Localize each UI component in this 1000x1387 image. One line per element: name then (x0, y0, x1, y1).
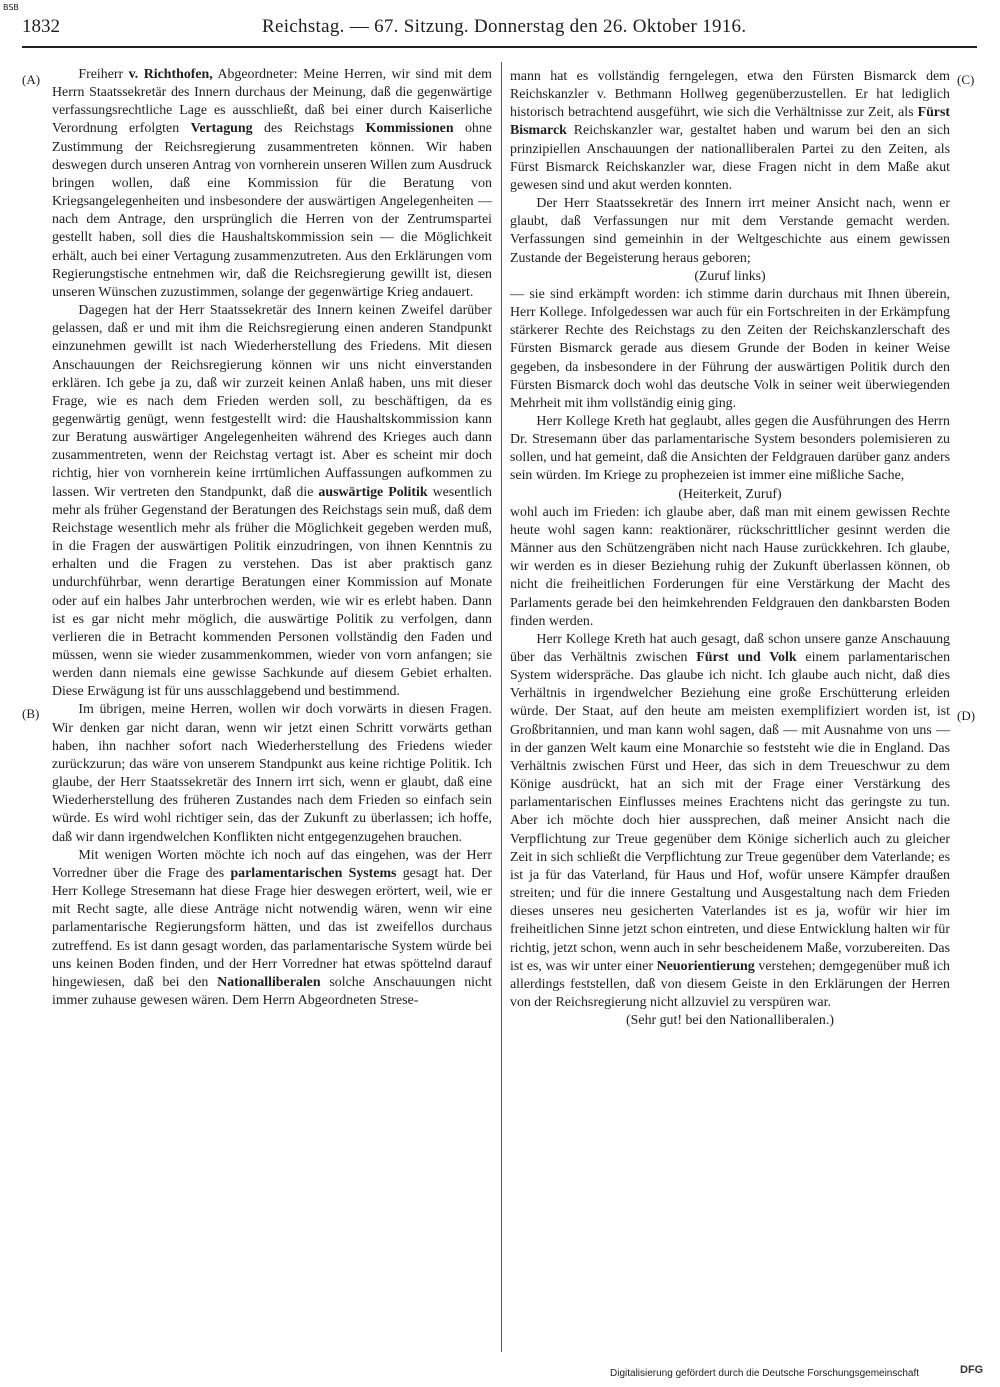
margin-marker-d: (D) (957, 708, 976, 723)
page-number: 1832 (22, 16, 60, 37)
paragraph: mann hat es vollständig ferngelegen, etwa den Fürsten Bismarck dem Reichskanzler v. Bethmann Hollweg gegenüberzustellen. Er hat lediglich historisch betrachtend ausgeführt, wie sich die Verhältnisse zur Zeit, als Fürst Bismarck Reichskanzler war, gestaltet haben und warum bei den an sich prinzipiellen Anschauungen der nationalliberalen Partei zu den Zeiten, als Fürst Bismarck Reichskanzler war, diese Fragen nicht in dem Maße akut gewesen sind und akut werden konnten. (510, 69, 950, 193)
interjection: (Zuruf links) (694, 268, 766, 284)
margin-marker-a: (A) (22, 72, 41, 87)
paragraph: Herr Kollege Kreth hat geglaubt, alles gegen die Ausführungen des Herrn Dr. Stresemann über das parlamentarische System besonders polemisieren zu sollen, und hat gemeint, daß die Ansichten der Feldgrauen darüber ganz anders sein würden. Im Kriege zu prophezeien ist immer eine mißliche Sache, (510, 413, 950, 484)
column-divider (501, 62, 502, 1352)
right-column (510, 68, 950, 1030)
paragraph: Der Herr Staatssekretär des Innern irrt meiner Ansicht nach, wenn er glaubt, daß Verfassungen nur mit dem Verstande gemacht werden. Verfassungen sind gemeinhin in der Weltgeschichte aus einem gewissen Zustande der Begeisterung heraus geboren; (510, 196, 950, 266)
interjection: (Heiterkeit, Zuruf) (678, 486, 782, 502)
header-rule (22, 46, 977, 48)
paragraph: wohl auch im Frieden: ich glaube aber, daß man mit einem gewissen Rechte heute wohl sagen kann: reaktionärer, rückschrittlicher gesinnt werden die Männer aus den Schützengräben nicht nach Hause zurückkehren. Ich glaube, wir werden es in dieser Beziehung ruhig der Zukunft überlassen können, ob nicht die freiheitlichen Forderungen für eine Verstärkung der Macht des Parlaments gerade bei den heimkehrenden Feldgrauen den dankbarsten Boden finden werden. (510, 504, 950, 629)
paragraph: Mit wenigen Worten möchte ich noch auf das eingehen, was der Herr Vorredner über die Frage des parlamentarischen Systems gesagt hat. Der Herr Kollege Stresemann hat diese Frage hier deswegen erörtert, weil, wie er mit Recht sagte, alle diese Anträge nicht notwendig wären, wenn wir eine parlamentarische Regierungsform hätten, und das ist zweifellos durchaus zutreffend. Es ist dann gesagt worden, das parlamentarische System würde bei uns keinen Boden finden, und der Herr Vorredner hat etwas spöttelnd darauf hingewiesen, daß bei den Nationalliberalen solche Anschauungen nicht immer zuhause gewesen wären. Dem Herrn Abgeordneten Strese- (52, 847, 492, 1008)
paragraph: — sie sind erkämpft worden: ich stimme darin durchaus mit Ihnen überein, Herr Kollege. Infolgedessen war auch für ein Fortschreiten in der Erkämpfung stärkerer Rechte des Reichstags zu den Zeiten der Reichskanzlerschaft des Fürsten Bismarck gerade aus diesem Grunde der Boden in keiner Weise gegeben, da insbesondere in der Führung der auswärtigen Politik durch den Fürsten Bismarck doch wohl das deutsche Volk in seiner weit überwiegenden Mehrheit mit ihm vollständig einig ging. (510, 286, 950, 411)
digitization-credit: Digitalisierung gefördert durch die Deutsche Forschungsgemeinschaft (610, 1368, 920, 1379)
closing-interjection: (Sehr gut! bei den Nationalliberalen.) (626, 1013, 834, 1029)
dfg-logo: DFG (960, 1364, 984, 1376)
paragraph: Im übrigen, meine Herren, wollen wir doch vorwärts in diesen Fragen. Wir denken gar nicht daran, wenn wir jetzt einen Schritt vorwärts gethan haben, ihn nachher sofort nach Wiederherstellung des Friedens wieder zurückzurun; das wäre von unserem Standpunkt aus keine richtige Politik. Ich glaube, der Herr Staatssekretär des Innern irrt sich, wenn er glaubt, daß eine Wiederherstellung des früheren Zustandes nach dem Frieden so einfach sein würde. Es wird wohl richtiger sein, das der Zukunft zu überlassen; ich hoffe, daß wir dann irgendwelchen Konflikten nicht entgegenzugehen brauchen. (52, 702, 492, 845)
paragraph: Freiherr v. Richthofen, Abgeordneter: Meine Herren, wir sind mit dem Herrn Staatssekretär des Innern durchaus der Meinung, daß die gegenwärtige verfassungsrechtliche Lage es ausschließt, daß bei einer durch Kaiserliche Verordnung erfolgten Vertagung des Reichstags Kommissionen ohne Zustimmung der Reichsregierung zusammentreten können. Wir haben deswegen durch unseren Antrag von vornherein unseren Willen zum Ausdruck bringen wollen, daß eine Kommission für die Beratung von Kriegsangelegenheiten und insbesondere der auswärtigen Angelegenheiten — nach dem Antrage, den ursprünglich die Herren von der Zentrumspartei gestellt haben, soll dies die Haushaltskommission sein — die Möglichkeit erhält, auch bei einer Vertagung zusammenzutreten. Aus den Erklärungen vom Regierungstische entnehmen wir, daß die Reichsregierung gewillt ist, diesen unseren Wünschen zuzustimmen, solange der gegenwärtige Krieg andauert. (52, 67, 492, 300)
speaker-name: v. Richthofen, (128, 67, 213, 82)
margin-marker-b: (B) (22, 706, 40, 721)
paragraph: Herr Kollege Kreth hat auch gesagt, daß schon unsere ganze Anschauung über das Verhältnis zwischen Fürst und Volk einem parlamentarischen System widerspräche. Das glaube ich nicht. Ich glaube auch nicht, daß dies Verhältnis in irgendwelcher Beziehung eine große Erschütterung erleiden würde. Der Staat, auf den heute am meisten exemplifiziert worden ist, ist Großbritannien, und man kann wohl sagen, daß — mit Ausnahme von uns — in der ganzen Welt kaum eine Monarchie so feststeht wie die in England. Das Verhältnis zwischen Fürst und Heer, das sich in dem Treueschwur zu dem Könige ausdrückt, hat an sich mit der Frage einer Verstärkung des parlamentarischen Einflusses meines Erachtens nicht das geringste zu tun. Aber ich möchte doch hier aussprechen, daß meiner Ansicht nach die Verpflichtung zur Treue gegenüber dem Könige sicherlich auch zu gleicher Zeit in sich schließt die Verpflichtung zur Treue gegenüber dem Vaterlande; es ist ja für das Vaterland, für Haus und Hof, wofür unsere Kämpfer draußen streiten; und für die innere Gestaltung und Ausgestaltung nach dem Frieden dieses unseres neu gesicherten Vaterlandes ist es ja, wofür wir hier im freiheitlichen Sinne jetzt schon eintreten, und diese Entwicklung halten wir für richtig, jetzt schon, wenn auch in sehr bescheidenem Maße, vorzubereiten. Das ist es, was wir unter einer Neuorientierung verstehen; demgegenüber muß ich allerdings feststellen, daß von diesem Geiste in den Erklärungen der Herren von der Reichsregierung nicht allzuviel zu verspüren war. (510, 631, 951, 1010)
left-column (52, 66, 492, 1010)
margin-marker-c: (C) (957, 72, 975, 87)
page-header (22, 14, 977, 42)
paragraph: Dagegen hat der Herr Staatssekretär des Innern keinen Zweifel darüber gelassen, daß er und mit ihm die Reichsregierung einen anderen Standpunkt einzunehmen gewillt ist nach Wiederherstellung des Friedens. Mit diesen Anschauungen der Reichsregierung können wir uns nicht einverstanden erklären. Ich gebe ja zu, daß wir zurzeit keinen Anlaß haben, uns mit dieser Frage, wie es nach dem Frieden werden soll, zu beschäftigen, da es gegenwärtig genügt, wenn festgestellt wird: die Haushaltskommission kann zur Beratung auswärtiger Angelegenheiten während des Krieges auch dann zusammentreten, wenn der Reichstag vertagt ist. Aber es scheint mir doch richtig, hier von vornherein keine irrtümlichen Auffassungen aufkommen zu lassen. Wir vertreten den Standpunkt, daß die auswärtige Politik wesentlich mehr als früher Gegenstand der Beratungen des Reichstags sein muß, daß dem Reichstage wesentlich mehr als früher die Möglichkeit gegeben werden muß, in die Fragen der auswärtigen Politik einzudringen, von ihnen Kenntnis zu erhalten und die Fragen zu verstehen. Das ist aber praktisch ganz undurchführbar, wenn derartige Beratungen einer Kommission auf Monate oder auf ein halbes Jahr unterbrochen werden, wie wir es erlebt haben. Dann ist es gar nicht mehr möglich, die auswärtige Politik zu verfolgen, dann verlieren die in Betracht kommenden Personen vollständig den Faden und müssen, wenn sie wieder zusammenkommen, wieder von vorn anfangen; sie werden dann niemals eine gewisse Sachkunde auf diesem Gebiet erhalten. Diese Erwägung ist für uns ausschlaggebend und bestimmend. (52, 303, 492, 700)
bsb-watermark: BSB (3, 3, 19, 12)
running-title: Reichstag. — 67. Sitzung. Donnerstag den 26. Oktober 1916. (262, 16, 747, 37)
